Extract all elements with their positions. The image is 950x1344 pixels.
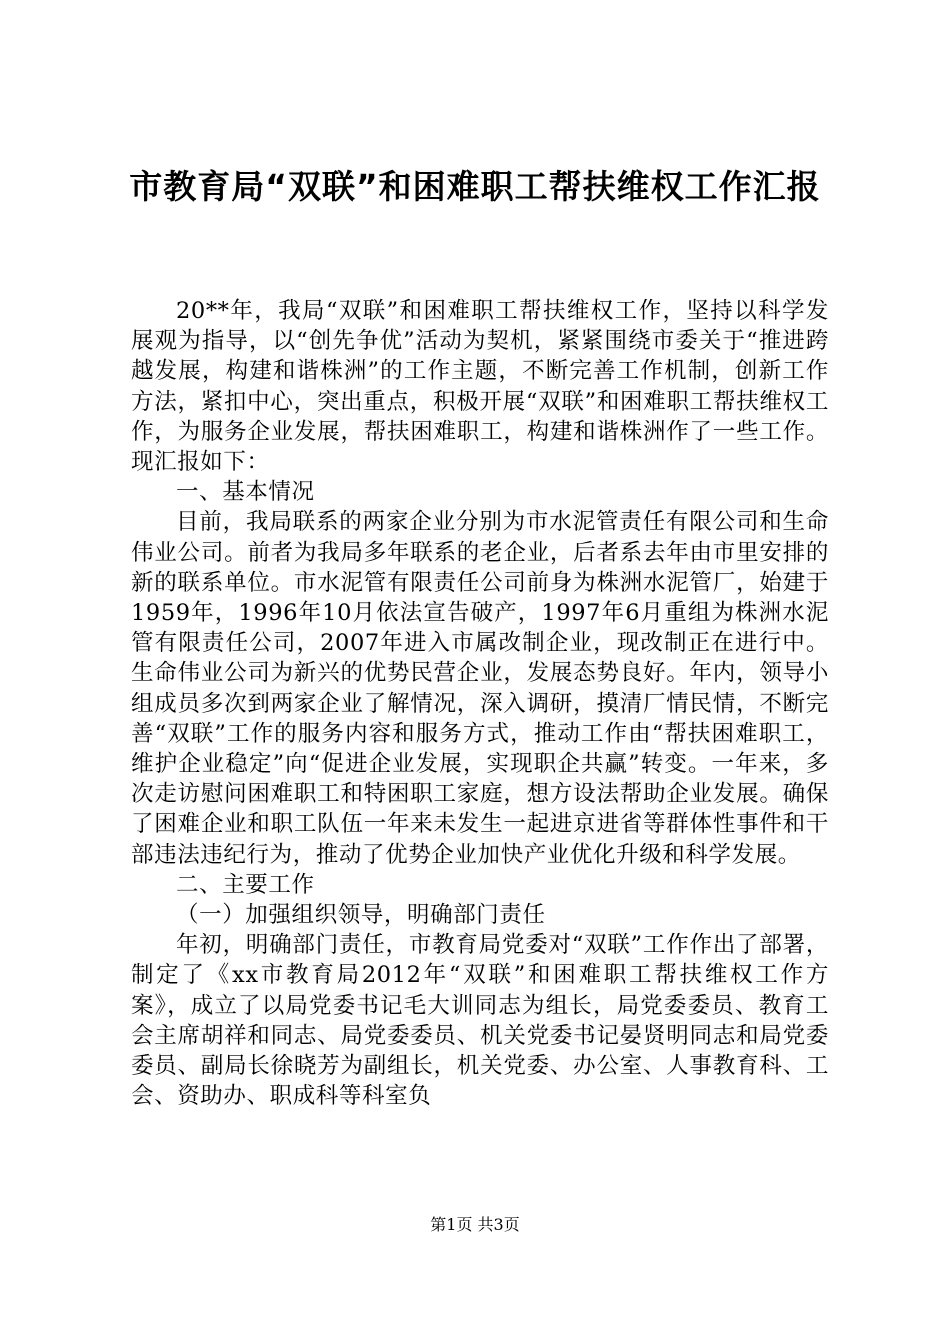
document-title: 市教育局“双联”和困难职工帮扶维权工作汇报: [129, 167, 821, 206]
subsection-heading-leadership: （一）加强组织领导，明确部门责任: [176, 902, 546, 929]
section-heading-main-work: 二、主要工作: [176, 871, 315, 898]
page-footer: 第1页 共3页: [430, 1215, 520, 1234]
leadership-paragraph: 年初，明确部门责任，市教育局党委对“双联”工作作出了部署，制定了《xx市教育局2012年“双联”和困难职工帮扶维权工作方案》，成立了以局党委书记毛大训同志为组长，局党委委员、教育工会主席胡祥和同志、局党委委员、机关党委书记晏贤明同志和局党委委员、副局长徐晓芳为副组长，机关党委、办公室、人事教育科、工会、资助办、职成科等科室负: [131, 932, 829, 1110]
section-heading-basic-situation: 一、基本情况: [176, 479, 315, 506]
document-body: [131, 296, 829, 1111]
intro-paragraph: 20**年，我局“双联”和困难职工帮扶维权工作，坚持以科学发展观为指导，以“创先争优”活动为契机，紧紧围绕市委关于“推进跨越发展，构建和谐株洲”的工作主题，不断完善工作机制，创新工作方法，紧扣中心，突出重点，积极开展“双联”和困难职工帮扶维权工作，为服务企业发展，帮扶困难职工，构建和谐株洲作了一些工作。现汇报如下：: [131, 298, 829, 476]
basic-situation-paragraph: 目前，我局联系的两家企业分别为市水泥管责任有限公司和生命伟业公司。前者为我局多年联系的老企业，后者系去年由市里安排的新的联系单位。市水泥管有限责任公司前身为株洲水泥管厂，始建于1959年，1996年10月依法宣告破产，1997年6月重组为株洲水泥管有限责任公司，2007年进入市属改制企业，现改制正在进行中。生命伟业公司为新兴的优势民营企业，发展态势良好。年内，领导小组成员多次到两家企业了解情况，深入调研，摸清厂情民情，不断完善“双联”工作的服务内容和服务方式，推动工作由“帮扶困难职工，维护企业稳定”向“促进企业发展，实现职企共赢”转变。一年来，多次走访慰问困难职工和特困职工家庭，想方设法帮助企业发展。确保了困难企业和职工队伍一年来未发生一起进京进省等群体性事件和干部违法违纪行为，推动了优势企业加快产业优化升级和科学发展。: [131, 509, 829, 868]
